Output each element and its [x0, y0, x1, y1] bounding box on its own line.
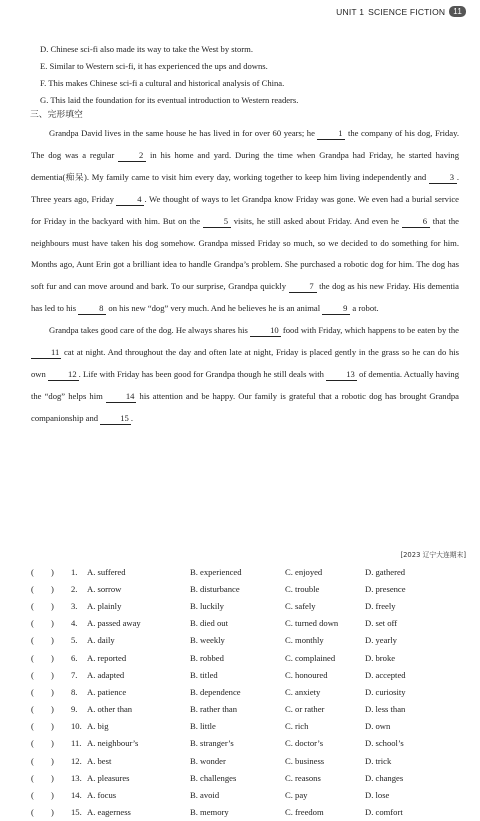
option-b: B. robbed — [190, 652, 224, 663]
question-row — [31, 649, 471, 666]
option-line: F. This makes Chinese sci-fi a cultural and historical analysis of China. — [40, 78, 285, 88]
answer-blank: 1 — [317, 128, 345, 140]
passage-text: . We thought of ways to let Grandpa know Friday was gone. We even had a burial service for Friday in the backyard with him. But on the — [31, 193, 459, 226]
option-a: A. reported — [87, 652, 127, 663]
answer-paren: ( ) — [31, 600, 54, 611]
option-d: D. comfort — [365, 807, 403, 818]
option-b: B. weekly — [190, 635, 225, 646]
question-number: 7. — [71, 669, 78, 680]
answer-blank: 10 — [250, 325, 281, 337]
passage-paragraph-1 — [31, 123, 459, 320]
option-d: D. trick — [365, 755, 392, 766]
passage-text: of dementia. Actually having the “dog” helps him — [31, 368, 459, 401]
passage-text: visits, he still asked about Friday. And even he — [230, 215, 402, 226]
answer-blank: 3 — [429, 172, 457, 184]
passage-text: food with Friday, which happens to be eaten by the — [280, 325, 459, 336]
answer-blank: 4 — [116, 194, 144, 206]
option-d: D. curiosity — [365, 686, 406, 697]
option-c: C. or rather — [285, 704, 325, 715]
option-d: D. school’s — [365, 738, 404, 749]
option-c: C. doctor’s — [285, 738, 324, 749]
option-b: B. little — [190, 721, 216, 732]
answer-paren: ( ) — [31, 807, 54, 818]
option-b: B. experienced — [190, 566, 242, 577]
option-list — [40, 41, 470, 109]
option-b: B. disturbance — [190, 583, 240, 594]
option-d: D. lose — [365, 790, 390, 801]
answer-blank: 6 — [402, 216, 430, 228]
option-a: A. adapted — [87, 669, 125, 680]
question-row — [31, 804, 471, 821]
option-b: B. rather than — [190, 704, 238, 715]
option-a: A. suffered — [87, 566, 126, 577]
option-c: C. business — [285, 755, 325, 766]
question-number: 10. — [71, 721, 82, 732]
answer-paren: ( ) — [31, 686, 54, 697]
answer-blank: 12 — [48, 369, 79, 381]
option-c: C. rich — [285, 721, 309, 732]
passage-text: Grandpa takes good care of the dog. He always shares his — [49, 325, 251, 336]
option-d: D. gathered — [365, 566, 406, 577]
question-row — [31, 597, 471, 614]
option-a: A. passed away — [87, 618, 141, 629]
option-a: A. focus — [87, 790, 117, 801]
question-number: 13. — [71, 772, 82, 783]
option-c: C. trouble — [285, 583, 320, 594]
option-b: B. challenges — [190, 772, 237, 783]
option-a: A. daily — [87, 635, 115, 646]
question-row — [31, 563, 471, 580]
answer-paren: ( ) — [31, 635, 54, 646]
question-row — [31, 718, 471, 735]
answer-paren: ( ) — [31, 738, 54, 749]
option-c: C. freedom — [285, 807, 324, 818]
question-row — [31, 786, 471, 803]
option-d: D. broke — [365, 652, 396, 663]
question-number: 11. — [71, 738, 82, 749]
option-c: C. honoured — [285, 669, 328, 680]
option-d: D. yearly — [365, 635, 397, 646]
question-number: 9. — [71, 704, 78, 715]
option-a: A. other than — [87, 704, 133, 715]
answer-blank: 7 — [289, 281, 317, 293]
answer-blank: 2 — [118, 150, 146, 162]
question-number: 15. — [71, 807, 82, 818]
option-b: B. stranger’s — [190, 738, 234, 749]
question-row — [31, 752, 471, 769]
question-row — [31, 615, 471, 632]
option-c: C. safely — [285, 600, 316, 611]
option-line: G. This laid the foundation for its eventual introduction to Western readers. — [40, 95, 299, 105]
option-d: D. set off — [365, 618, 398, 629]
option-a: A. pleasures — [87, 772, 130, 783]
answer-paren: ( ) — [31, 704, 54, 715]
passage-text: a robot. — [350, 303, 379, 314]
option-a: A. plainly — [87, 600, 122, 611]
passage-text: on his new “dog” very much. And he believes he is an animal — [106, 303, 323, 314]
answer-paren: ( ) — [31, 669, 54, 680]
option-line: D. Chinese sci-fi also made its way to take the West by storm. — [40, 44, 253, 54]
source-note: [2023 辽宁大连期末] — [400, 551, 466, 559]
question-number: 14. — [71, 790, 82, 801]
answer-paren: ( ) — [31, 566, 54, 577]
option-d: D. less than — [365, 704, 406, 715]
option-a: A. best — [87, 755, 112, 766]
question-row — [31, 632, 471, 649]
passage-text: Grandpa David lives in the same house he has lived in for over 60 years; he — [49, 128, 318, 138]
option-b: B. memory — [190, 807, 229, 818]
option-d: D. changes — [365, 772, 404, 783]
answer-paren: ( ) — [31, 755, 54, 766]
answer-blank: 13 — [326, 369, 357, 381]
passage-text: . Three years ago, Friday — [31, 171, 459, 204]
answer-blank: 14 — [106, 391, 137, 403]
question-number: 8. — [71, 686, 78, 697]
answer-blank: 5 — [203, 216, 231, 228]
unit-label: UNIT 1 — [336, 6, 365, 17]
question-row — [31, 701, 471, 718]
option-b: B. wonder — [190, 755, 226, 766]
option-c: C. pay — [285, 790, 308, 801]
answer-paren: ( ) — [31, 721, 54, 732]
answer-paren: ( ) — [31, 618, 54, 629]
question-number: 2. — [71, 583, 78, 594]
passage-text: . Life with Friday has been good for Grandpa though he still deals with — [78, 368, 327, 379]
unit-title: SCIENCE FICTION — [368, 6, 446, 17]
question-number: 5. — [71, 635, 78, 646]
option-d: D. presence — [365, 583, 406, 594]
answer-blank: 11 — [31, 347, 61, 359]
page-number: 11 — [449, 6, 466, 17]
option-c: C. reasons — [285, 772, 321, 783]
answer-paren: ( ) — [31, 772, 54, 783]
section-title: 三、完形填空 — [30, 110, 83, 120]
option-b: B. avoid — [190, 790, 220, 801]
passage-text: the company of his dog, Friday. The dog was a regular — [31, 128, 459, 160]
passage-text: that the neighbours must have taken his dog somehow. Grandpa missed Friday so much, so we decided to do something for him. Months ago, Aunt Erin got a brilliant idea to handle Grandpa’s problem. She purchased a robotic dog for him. The dog has soft fur and can move around and bark. To our surprise, Grandpa quickly — [31, 215, 459, 292]
option-line: E. Similar to Western sci-fi, it has experienced the ups and downs. — [40, 61, 268, 71]
option-b: B. dependence — [190, 686, 241, 697]
option-a: A. neighbour’s — [87, 738, 139, 749]
question-row — [31, 666, 471, 683]
page-header — [336, 6, 466, 17]
question-number: 3. — [71, 600, 78, 611]
option-d: D. own — [365, 721, 391, 732]
question-list — [31, 563, 471, 821]
question-number: 6. — [71, 652, 78, 663]
option-a: A. big — [87, 721, 109, 732]
passage-text: his attention and be happy. Our family is grateful that a robotic dog has brought Grandpa companionship and — [31, 390, 460, 423]
passage-text: . — [130, 412, 133, 423]
option-c: C. complained — [285, 652, 336, 663]
answer-blank: 8 — [78, 303, 106, 315]
question-number: 4. — [71, 618, 78, 629]
question-row — [31, 580, 471, 597]
option-d: D. freely — [365, 600, 396, 611]
question-row — [31, 769, 471, 786]
answer-paren: ( ) — [31, 790, 54, 801]
answer-blank: 15 — [100, 413, 131, 425]
option-c: C. turned down — [285, 618, 339, 629]
option-d: D. accepted — [365, 669, 406, 680]
answer-blank: 9 — [322, 303, 350, 315]
question-row — [31, 683, 471, 700]
question-row — [31, 735, 471, 752]
question-number: 12. — [71, 755, 82, 766]
cloze-passage — [31, 123, 459, 430]
option-a: A. patience — [87, 686, 127, 697]
option-b: B. died out — [190, 618, 228, 629]
passage-paragraph-2 — [31, 320, 459, 430]
answer-paren: ( ) — [31, 583, 54, 594]
question-number: 1. — [71, 566, 78, 577]
option-a: A. sorrow — [87, 583, 122, 594]
passage-text: in his home and yard. During the time when Grandpa had Friday, he started having dementia(痴呆). My family came to visit him every day, working together to keep him living independently and — [31, 149, 459, 182]
option-b: B. titled — [190, 669, 218, 680]
passage-text: cat at night. And throughout the day and often late at night, Friday is placed gently in the grass so he can do his own — [31, 347, 459, 379]
option-c: C. anxiety — [285, 686, 321, 697]
option-c: C. enjoyed — [285, 566, 323, 577]
option-a: A. eagerness — [87, 807, 131, 818]
passage-text: the dog as his new Friday. His dementia has led to his — [31, 281, 459, 314]
option-c: C. monthly — [285, 635, 324, 646]
option-b: B. luckily — [190, 600, 224, 611]
answer-paren: ( ) — [31, 652, 54, 663]
